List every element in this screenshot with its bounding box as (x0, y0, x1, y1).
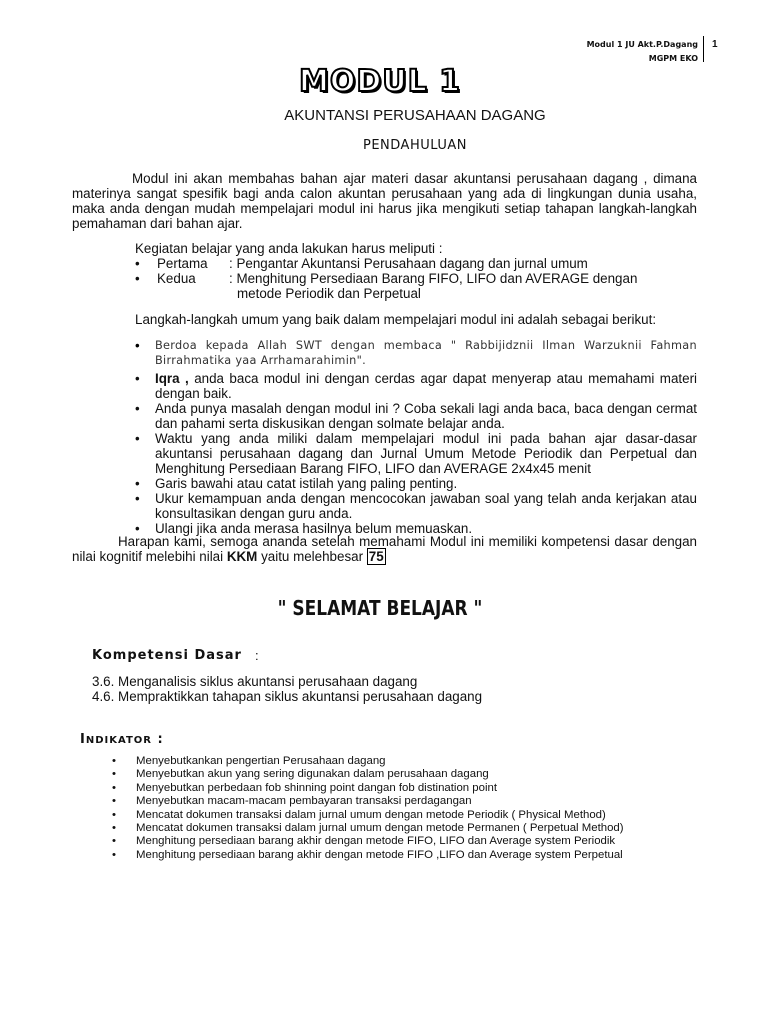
list-item (110, 822, 710, 835)
kompetensi-heading: Kompetensi Dasar (92, 648, 242, 663)
bullet: • (135, 338, 140, 353)
bullet: • (135, 371, 140, 386)
bullet: • (135, 271, 140, 286)
header-group-name: MGPM EKO (648, 54, 698, 63)
indikator-text: Menyebutkankan pengertian Perusahaan dagang (136, 755, 386, 767)
list-item (110, 755, 710, 768)
header-module-name: Modul 1 JU Akt.P.Dagang (586, 40, 698, 49)
kegiatan-lead (135, 241, 695, 256)
kegiatan-list (133, 256, 637, 301)
bullet: • (135, 256, 140, 271)
bullet: • (112, 755, 116, 767)
step-text: Ulangi jika anda merasa hasilnya belum memuaskan. (155, 521, 473, 536)
list-item (110, 795, 710, 808)
steps-list (133, 338, 697, 536)
kompetensi-list (92, 674, 482, 704)
bullet: • (135, 401, 140, 416)
list-item (110, 835, 710, 848)
indikator-text: Mencatat dokumen transaksi dalam jurnal umum dengan metode Periodik ( Physical Method) (136, 808, 606, 821)
step-text: Berdoa kepada Allah SWT dengan membaca " Rabbijidznii Ilman Warzuknii Fahman Birrahmatika yaa Arrhamarahimin". (155, 339, 697, 367)
list-item (110, 782, 710, 795)
list-item (133, 491, 697, 521)
indikator-text: Mencatat dokumen transaksi dalam jurnal umum dengan metode Permanen ( Perpetual Method) (136, 822, 624, 835)
running-header (587, 38, 698, 66)
bullet: • (135, 521, 140, 536)
kompetensi-item: 4.6. Mempraktikkan tahapan siklus akuntansi perusahaan dagang (92, 689, 483, 704)
kegiatan-text: : Pengantar Akuntansi Perusahaan dagang dan jurnal umum (229, 256, 588, 271)
list-item (110, 809, 710, 822)
step-text: Ukur kemampuan anda dengan mencocokan jawaban soal yang telah anda kerjakan atau konsultasikan dengan guru anda. (155, 491, 697, 521)
kegiatan-continuation: metode Periodik dan Perpetual (237, 286, 421, 301)
step-text: Waktu yang anda miliki dalam mempelajari modul ini pada bahan ajar dasar-dasar akuntansi perusahaan dagang dan Jurnal Umum Metode Periodik dan Perpetual dan Menghitung Persediaan Barang FIFO, LIFO dan AVERAGE 2x4x45 menit (155, 431, 697, 476)
bullet: • (112, 822, 116, 835)
list-item (133, 271, 637, 286)
kkm-label: KKM (226, 549, 258, 564)
bullet: • (112, 781, 116, 794)
steps-lead: Langkah-langkah umum yang baik dalam mempelajari modul ini adalah sebagai berikut: (135, 312, 657, 327)
indikator-heading (80, 732, 164, 747)
indikator-colon: : (151, 732, 164, 747)
indikator-text: Menghitung persediaan barang akhir dengan metode FIFO ,LIFO dan Average system Perpetual (136, 848, 623, 861)
harapan-paragraph (72, 534, 697, 564)
list-item (133, 256, 637, 271)
kkm-value: 75 (368, 549, 384, 564)
bullet: • (135, 491, 140, 506)
kegiatan-label: Kedua (157, 271, 196, 286)
bullet: • (112, 795, 116, 808)
iqra-label: Iqra , (155, 371, 189, 386)
bullet: • (135, 431, 140, 446)
kegiatan-text: : Menghitung Persediaan Barang FIFO, LIFO dan AVERAGE dengan (229, 271, 638, 286)
step-text: anda baca modul ini dengan cerdas agar dapat menyerap atau memahami materi dengan baik. (155, 371, 698, 401)
kompetensi-colon: : (255, 648, 259, 663)
indikator-rest: NDIKATOR (85, 735, 152, 746)
list-item (110, 768, 710, 781)
list-item (133, 401, 697, 431)
bullet: • (112, 835, 116, 848)
harapan-text: Harapan kami, semoga ananda setelah memahami Modul ini memiliki kompetensi dasar dengan nilai kognitif melebihi nilai (72, 534, 697, 564)
bullet: • (135, 476, 140, 491)
list-item (133, 371, 697, 401)
kegiatan-lead-text: Kegiatan belajar yang anda lakukan harus meliputi : (135, 241, 443, 256)
intro-text: Modul ini akan membahas bahan ajar materi dasar akuntansi perusahaan dagang , dimana materinya sangat spesifik bagi anda calon akuntan perusahaan yang ada di lingkungan dunia usaha, maka anda dengan mudah mempelajari modul ini harus jika mengikuti setiap tahapan langkah-langkah pemahaman dari bahan ajar. (72, 171, 697, 231)
kegiatan-label: Pertama (157, 256, 208, 271)
header-divider (703, 36, 704, 62)
kompetensi-item: 3.6. Menganalisis siklus akuntansi perusahaan dagang (92, 674, 418, 689)
bullet: • (112, 848, 116, 861)
page-number: 1 (712, 39, 718, 50)
list-item (133, 476, 697, 491)
bullet: • (112, 808, 116, 821)
module-title: MODUL 1 (298, 64, 462, 99)
indikator-text: Menyebutkan macam-macam pembayaran transaksi perdagangan (136, 795, 472, 808)
bullet: • (112, 768, 116, 781)
module-subtitle: AKUNTANSI PERUSAHAAN DAGANG (284, 107, 546, 124)
indikator-text: Menyebutkan akun yang sering digunakan dalam perusahaan dagang (136, 768, 489, 781)
section-heading: PENDAHULUAN (363, 138, 467, 153)
list-item (133, 338, 697, 368)
indikator-text: Menghitung persediaan barang akhir dengan metode FIFO, LIFO dan Average system Periodik (136, 835, 616, 848)
harapan-after: yaitu melehbesar (261, 549, 364, 564)
indikator-initial: I (80, 732, 86, 747)
intro-paragraph (72, 171, 697, 231)
indikator-list (110, 755, 710, 862)
indikator-text: Menyebutkan perbedaan fob shinning point dangan fob distination point (136, 781, 497, 794)
step-text: Anda punya masalah dengan modul ini ? Coba sekali lagi anda baca, baca dengan cermat dan pahami serta diskusikan dengan solmate belajar anda. (155, 401, 697, 431)
selamat-belajar-banner: " SELAMAT BELAJAR " (277, 596, 483, 620)
step-text: Garis bawahi atau catat istilah yang paling penting. (155, 476, 458, 491)
list-item (133, 431, 697, 476)
list-item (110, 849, 710, 862)
